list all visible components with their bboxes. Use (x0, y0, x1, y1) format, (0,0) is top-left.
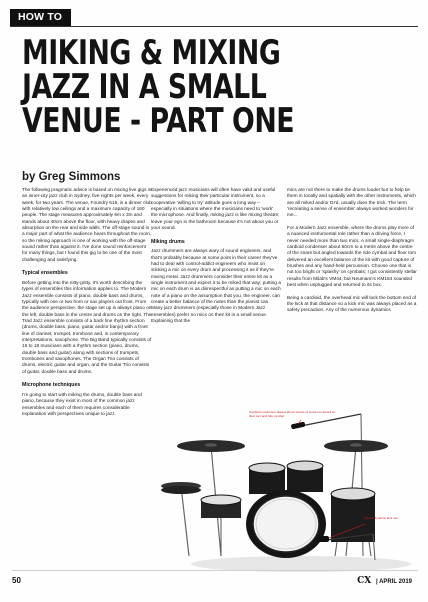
issue-date: | APRIL 2019 (375, 579, 412, 585)
headline-line-1: MIKING & MIXING (22, 33, 281, 72)
footer-issue (357, 576, 412, 586)
subheading-miking-drums: Miking drums (151, 238, 185, 245)
ride-cymbal (177, 440, 245, 452)
paragraph: Experienced jazz musicians will often have valid and useful suggestions for miking their particular instrument, so a cooperative 'willing to try' attitude goes a long way – especially in situations where the musicians need to 'work' the microphone. And finally, miking jazz is like mixing theatre; leave your ego in the bathroom because it's not about you or your sound. (151, 188, 280, 232)
bass-drum (246, 490, 326, 558)
section-rule (10, 26, 418, 27)
paragraph: Being a cardioid, the overhead mic will lack the bottom end of the kick at that distance so a kick mic was always placed as a safety precaution. Any of the numerous dynamics (287, 295, 417, 314)
snare-drum (201, 495, 241, 556)
page-number: 50 (12, 576, 21, 585)
headline-line-2: JAZZ IN A SMALL (22, 67, 267, 106)
caption-overhead-mic: Cardioid condenser placed above centre of snare but aimed at floor tom and ride cymbal (249, 410, 335, 418)
crash-cymbal (324, 440, 388, 452)
footer-rule (12, 570, 418, 571)
paragraph: Before getting into the nitty-gritty, it's worth describing the types of ensembles this information applies to. The Modern Jazz ensemble consists of piano, double bass and drums, typically with one or two horn or sax players out front. From the audience perspective, the stage set up is always piano on the left, double bass in the centre and drums on the right. The Trad Jazz ensemble consists of a back line rhythm section (drums, double bass, piano, guitar and/or banjo) with a front line of clarinet, trumpet, trombone and, in contemporary interpretations, saxophone. The Big Band typically consists of 16 to 18 musicians with a rhythm section (piano, drums, double bass and guitar) along with sections of trumpets, trombones and saxophones. The Organ Trio consists of drums, electric guitar and organ, and the Guitar Trio consists of guitar, double bass and drums. (22, 280, 152, 375)
paragraph: Jazz drummers are always wary of sound engineers, and that's probably because at some point in their career they've had to deal with control-addict engineers who insist on sticking a mic on every drum and processing it as if they're mixing metal. Jazz drummers consider their entire kit as a single instrument and expect it to be miked that way; putting a mic on each drum is as disrespectful as putting a mic on each note of a piano on the assumption that you, the engineer, can create a better balance of the notes than the pianist can. Many jazz drummers (especially those in Modern Jazz ensembles) prefer no mics on their kit in a small venue. Explaining that the (151, 249, 281, 324)
paragraph: mics are not there to make the drums louder but to help tie them in tonally and spatially with the other instruments, which are all miked and/or DI'd, usually does the trick. The term 'recreating a sense of ensemble' always worked wonders for me... (287, 188, 416, 219)
article-headline (22, 33, 422, 140)
paragraph: The following pragmatic advice is based on mixing live gigs in an inner-city jazz club in Sydney, five nights per week, every week, for two years. The venue, Foundry 616, is a dinner club with relatively low ceilings and a maximum capacity of 160 people. The stage measures approximately 6m x 3m and stands about 40cm above the floor, with heavy drapes and absorption on the rear and side walls. The off-stage sound is a major part of what the audience hears throughout the room, so the miking approach is one of working with the off-stage sound rather than against it. I've done sound reinforcement for many things, but I found this gig to be one of the most challenging and satisfying. (22, 188, 152, 263)
caption-kick-mic: Typical dynamic kick mic (364, 516, 398, 520)
subheading-typical-ensembles: Typical ensembles (22, 270, 68, 277)
rack-tom (249, 461, 323, 494)
article-column-3 (287, 188, 417, 321)
paragraph: For a Modern Jazz ensemble, where the drums play more of a nuanced instrumental role rather than a driving force, I never needed more than two mics. A small single-diaphragm cardioid condenser about 60cm to a metre above the centre of the snare but angled towards the ride cymbal and floor tom delivered an excellent balance of the kit with good capture of brushes and any hand-held percussion. Choose one that is not too bright or 'splashy' on cymbals; I got consistently stellar results from Milab's VM44, but Neumann's KM184 sounded best when unplugged and returned to its box. (287, 226, 417, 289)
drum-kit-illustration (151, 406, 421, 576)
headline-line-3: VENUE - PART ONE (22, 101, 295, 140)
floor-tom (331, 488, 375, 556)
article-column-2 (151, 188, 281, 332)
magazine-logo: CX (357, 576, 372, 586)
section-tag: HOW TO (10, 9, 71, 26)
hi-hat (161, 482, 201, 494)
paragraph: I'm going to start with miking the drums, double bass and piano, because they exist in most of the common jazz ensembles and each of them requires considerable explanation with perspectives unique to jazz. (22, 392, 142, 417)
byline: by Greg Simmons (22, 171, 121, 183)
subheading-microphone-techniques: Microphone techniques (22, 382, 81, 389)
article-column-1 (22, 188, 152, 425)
